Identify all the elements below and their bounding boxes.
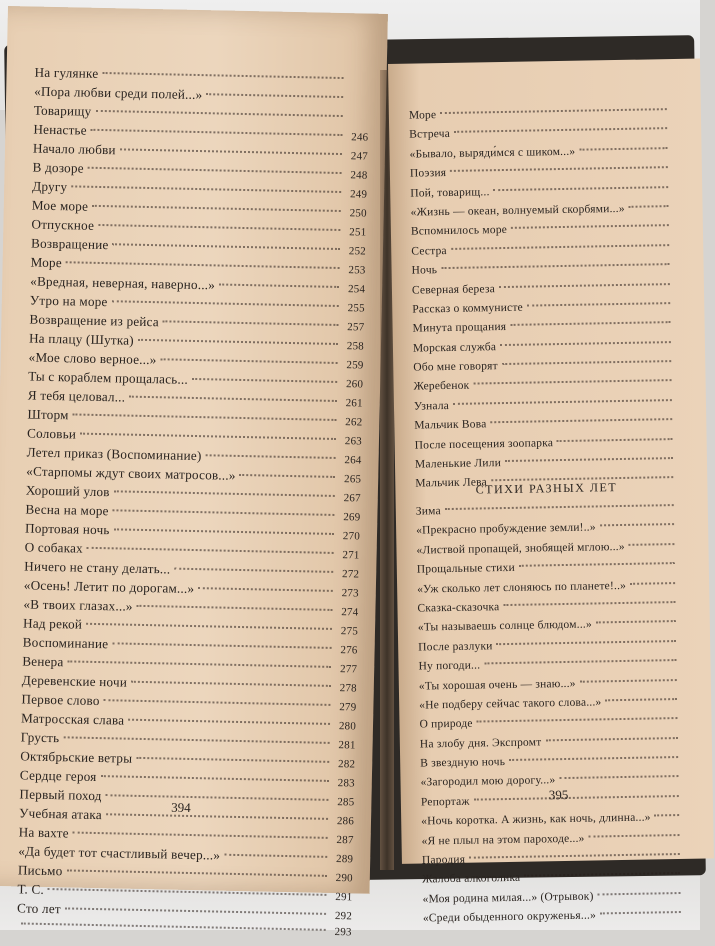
toc-entry-title: Учебная атака [19, 805, 102, 823]
toc-entry-page: 253 [343, 264, 365, 276]
toc-entry-title: «Бывало, выряди́мся с шиком...» [409, 146, 575, 161]
dot-leader [63, 736, 329, 744]
dot-leader [198, 587, 333, 592]
dot-leader [73, 413, 337, 421]
toc-entry-page: 264 [339, 454, 361, 466]
toc-entry-title: «Осень! Летит по дорогам...» [24, 577, 195, 597]
left-page [0, 6, 388, 894]
toc-entry-page: 293 [330, 926, 352, 938]
dot-leader [113, 509, 335, 516]
toc-entry-title: Товарищу [34, 103, 92, 120]
toc-entry-title: Море [30, 255, 62, 272]
toc-entry-page: 269 [338, 511, 360, 523]
dot-leader [497, 640, 677, 645]
toc-entry-title: Т. С. [17, 881, 44, 898]
toc-entry-page: 291 [330, 891, 352, 903]
toc-entry-page: 262 [340, 416, 362, 428]
toc-entry-page: 292 [330, 910, 352, 922]
dot-leader [73, 832, 328, 839]
dot-leader [511, 224, 669, 229]
dot-leader [66, 869, 326, 876]
dot-leader [503, 601, 675, 606]
section-heading: СТИХИ РАЗНЫХ ЛЕТ [415, 479, 677, 499]
toc-entry-title: Возвращение [31, 236, 109, 254]
toc-entry-title: Утро на море [30, 293, 108, 311]
toc-entry-title: «Я не плыл на этом пароходе...» [421, 832, 584, 847]
dot-leader [138, 339, 338, 345]
toc-entry-page: 275 [336, 625, 358, 637]
toc-entry-title: Зима [416, 505, 441, 517]
toc-entry-page: 283 [333, 777, 355, 789]
toc-entry-page: 248 [345, 169, 367, 181]
toc-entry-title: Над рекой [23, 615, 82, 632]
toc-entry-title: Воспоминание [23, 634, 109, 652]
toc-entry-title: Другу [32, 179, 67, 196]
toc-entry-title: Прощальные стихи [417, 562, 515, 576]
toc-entry-title: Портовая ночь [25, 520, 110, 538]
toc-entry-page: 255 [343, 302, 365, 314]
dot-leader [114, 490, 335, 497]
toc-entry-title: Жалоба алкоголика [422, 872, 520, 886]
toc-entry-page: 286 [332, 815, 354, 827]
toc-entry-page: 267 [339, 492, 361, 504]
dot-leader [605, 698, 677, 701]
dot-leader [240, 474, 336, 478]
dot-leader [454, 128, 667, 134]
toc-entry-title: «Пора любви среди полей...» [34, 84, 203, 104]
toc-entry-title: «Старпомы ждут своих матросов...» [26, 463, 236, 483]
toc-entry-page: 271 [337, 549, 359, 561]
toc-entry-title: «Не подберу сейчас такого слова...» [419, 696, 601, 711]
dot-leader [510, 321, 670, 326]
toc-entry-title: Пой, товарищ... [410, 186, 490, 199]
dot-leader [67, 660, 331, 668]
dot-leader [224, 854, 327, 858]
toc-entry-title: Мое море [32, 198, 89, 215]
right-page-number: 395 [549, 787, 569, 803]
dot-leader [598, 892, 681, 895]
dot-leader [509, 756, 678, 761]
toc-entry-title: Отпускное [31, 217, 94, 234]
dot-leader [86, 623, 332, 630]
toc-entry-title: Поэзия [410, 167, 447, 180]
right-page [388, 59, 714, 864]
toc-entry-title: Ненастье [33, 122, 87, 139]
toc-entry-title: Морская служба [413, 341, 496, 354]
toc-entry-page: 285 [332, 796, 354, 808]
toc-entry-page: 258 [342, 340, 364, 352]
dot-leader [484, 659, 676, 664]
dot-leader [600, 911, 681, 914]
toc-entry-title: Первый поход [19, 786, 101, 804]
dot-leader [98, 224, 340, 231]
dot-leader [87, 547, 334, 554]
dot-leader [545, 737, 677, 741]
dot-leader [445, 504, 674, 510]
toc-entry-title: «Ты хорошая очень — знаю...» [419, 677, 576, 692]
toc-entry-page: 287 [331, 834, 353, 846]
dot-leader [440, 108, 667, 114]
toc-entry-title: «Мое слово верное...» [28, 350, 156, 369]
toc-entry-title: «Ты называешь солнце блюдом...» [418, 619, 592, 634]
right-toc-list [409, 105, 678, 497]
toc-entry-title: Минута прощания [413, 321, 507, 335]
toc-entry-title: «Вредная, неверная, наверно...» [30, 274, 215, 294]
toc-entry-page: 290 [331, 872, 353, 884]
dot-leader [579, 147, 667, 151]
dot-leader [104, 699, 331, 706]
toc-entry-title: Узнала [414, 400, 449, 413]
dot-leader [524, 872, 680, 877]
toc-entry-title: На плацу (Шутка) [29, 331, 134, 349]
dot-leader [477, 717, 678, 723]
dot-leader [655, 814, 680, 816]
dot-leader [136, 757, 329, 763]
left-page-number: 394 [171, 800, 191, 816]
dot-leader [128, 719, 330, 725]
dot-leader [453, 399, 672, 405]
toc-entry-title: Матросская слава [21, 710, 125, 728]
dot-leader [206, 454, 336, 459]
toc-entry-title: Ничего не стану делать... [24, 558, 170, 577]
toc-entry-page: 282 [333, 758, 355, 770]
toc-entry-page: 252 [344, 245, 366, 257]
dot-leader [88, 167, 342, 174]
dot-leader [192, 378, 337, 383]
toc-entry-title: Море [409, 109, 437, 121]
toc-entry-title: Сердце героя [20, 767, 97, 785]
toc-entry-title: Письмо [18, 862, 63, 879]
dot-leader [102, 72, 343, 79]
toc-entry-title: «Жизнь — океан, волнуемый скорбями...» [410, 203, 624, 219]
toc-entry-title: На вахте [19, 824, 69, 841]
toc-entry-page: 257 [342, 321, 364, 333]
dot-leader [112, 243, 340, 250]
toc-entry-page: 279 [334, 701, 356, 713]
toc-entry-page: 251 [344, 226, 366, 238]
dot-leader [95, 110, 342, 117]
dot-leader [112, 300, 339, 307]
dot-leader [469, 853, 680, 859]
toc-entry-page: 260 [341, 378, 363, 390]
dot-leader [114, 528, 334, 535]
dot-leader [630, 582, 675, 585]
dot-leader [163, 320, 339, 326]
dot-leader [502, 360, 671, 365]
toc-entry-title: Мальчик Вова [414, 419, 486, 432]
toc-entry-title: О природе [419, 718, 472, 731]
toc-entry-title: О собаках [24, 539, 83, 556]
dot-leader [451, 244, 669, 250]
left-toc-list [16, 65, 369, 946]
dot-leader [65, 907, 326, 914]
toc-entry-title: Октябрьские ветры [20, 748, 132, 766]
dot-leader [527, 302, 670, 307]
toc-entry-page: 261 [341, 397, 363, 409]
toc-entry-page: 254 [343, 283, 365, 295]
dot-leader [629, 543, 675, 546]
toc-entry-title: «Прекрасно пробуждение земли!..» [416, 522, 596, 537]
dot-leader [91, 129, 343, 136]
toc-entry-title: «Да будет тот счастливый вечер...» [18, 843, 220, 863]
dot-leader [505, 457, 673, 462]
dot-leader [600, 523, 674, 526]
toc-entry-page: 276 [335, 644, 357, 656]
toc-entry-title: «Уж сколько лет слоняюсь по планете!..» [417, 579, 626, 595]
dot-leader [580, 679, 677, 683]
toc-entry-title: В звездную ночь [420, 756, 505, 769]
toc-entry-title: Соловьи [27, 425, 76, 442]
toc-entry-title: «Моя родина милая...» (Отрывок) [422, 890, 593, 905]
dot-leader [450, 166, 668, 172]
dot-leader [441, 263, 669, 269]
dot-leader [101, 775, 329, 782]
toc-entry-title: Сестра [411, 245, 447, 258]
toc-entry-page: 246 [346, 131, 368, 143]
toc-entry-title: Мальчик Лева [415, 477, 487, 490]
dot-leader [596, 620, 676, 623]
dot-leader [519, 562, 675, 567]
toc-entry-title: Вспомнилось море [411, 224, 507, 238]
toc-entry-page: 281 [333, 739, 355, 751]
dot-leader [120, 148, 342, 155]
dot-leader [494, 186, 669, 191]
dot-leader [500, 341, 671, 346]
toc-entry-page: 265 [339, 473, 361, 485]
toc-entry-title: Начало любви [33, 141, 116, 159]
dot-leader [473, 380, 671, 385]
toc-entry-title: Хороший улов [26, 482, 110, 500]
dot-leader [92, 205, 341, 212]
toc-entry-title: После посещения зоопарка [415, 437, 554, 451]
toc-entry-title: Встреча [409, 128, 450, 141]
toc-entry-page: 270 [338, 530, 360, 542]
toc-entry-title: «Загородил мою дорогу...» [420, 775, 555, 789]
toc-entry-title: Ну погоди... [418, 660, 480, 673]
toc-entry-title: Пародия [422, 854, 465, 867]
toc-entry-page: 274 [336, 606, 358, 618]
dot-leader [106, 813, 328, 820]
toc-entry-title: Северная береза [412, 283, 495, 296]
toc-entry-title: Весна на море [25, 501, 109, 519]
toc-entry-title: Летел приказ (Воспоминание) [26, 444, 201, 464]
toc-entry-title: Шторм [27, 406, 69, 423]
dot-leader [71, 185, 341, 193]
toc-entry-title: Возвращение из рейса [29, 312, 159, 331]
toc-entry-title: Я тебя целовал... [28, 388, 126, 406]
toc-entry-page: 277 [335, 663, 357, 675]
toc-entry-title: В дозоре [32, 160, 83, 177]
dot-leader [80, 433, 336, 440]
dot-leader [161, 358, 338, 364]
toc-entry-title: Ночь [412, 264, 438, 276]
toc-entry-title: Сказка-сказочка [417, 601, 499, 614]
dot-leader [112, 642, 331, 649]
toc-entry-title: «Среди обыденного окруженья...» [423, 910, 596, 925]
dot-leader [490, 418, 672, 423]
toc-entry-page: 263 [340, 435, 362, 447]
toc-entry-title: Первое слово [21, 691, 99, 709]
toc-entry-page: 259 [341, 359, 363, 371]
toc-entry-title: Жеребенок [414, 380, 470, 393]
dot-leader [106, 794, 329, 801]
toc-entry-title: Маленькие Лили [415, 457, 501, 470]
toc-entry-title: Рассказ о коммунисте [412, 302, 523, 316]
dot-leader [559, 776, 678, 780]
dot-leader [129, 396, 337, 402]
toc-entry-title: После разлуки [418, 640, 493, 653]
toc-entry-title: «В твоих глазах...» [23, 596, 133, 614]
toc-entry-title: Сто лет [17, 900, 61, 917]
toc-entry-page: 289 [331, 853, 353, 865]
dot-leader [174, 568, 333, 573]
toc-entry-title: Ты с кораблем прощалась... [28, 369, 188, 388]
toc-entry-page: 272 [337, 568, 359, 580]
toc-entry-page: 249 [345, 188, 367, 200]
toc-entry-title: Деревенские ночи [22, 672, 127, 690]
dot-leader [629, 205, 669, 208]
toc-entry-page: 280 [334, 720, 356, 732]
dot-leader [48, 888, 327, 896]
toc-entry-title: Венера [22, 653, 64, 670]
toc-entry-page: 273 [337, 587, 359, 599]
toc-entry-title: На гулянке [34, 65, 98, 82]
toc-entry-title: Репортаж [421, 796, 470, 809]
toc-entry-page: 278 [335, 682, 357, 694]
toc-entry-page: 250 [345, 207, 367, 219]
toc-entry-title: «Листвой пропащей, знобящей мглою...» [416, 541, 624, 557]
dot-leader [474, 795, 679, 801]
toc-entry-title: Обо мне говорят [413, 360, 498, 373]
toc-entry-title: «Ночь коротка. А жизнь, как ночь, длинна...» [421, 812, 651, 828]
dot-leader [219, 283, 339, 288]
dot-leader [557, 438, 673, 442]
dot-leader [66, 261, 340, 269]
dot-leader [499, 283, 670, 288]
dot-leader [589, 834, 680, 838]
section-toc-list [416, 501, 685, 932]
toc-entry-title: Грусть [21, 729, 60, 746]
toc-entry-title: На злобу дня. Экспромт [420, 736, 542, 750]
dot-leader [206, 93, 343, 98]
dot-leader [137, 605, 333, 611]
dot-leader [131, 681, 331, 687]
toc-entry-page: 247 [346, 150, 368, 162]
